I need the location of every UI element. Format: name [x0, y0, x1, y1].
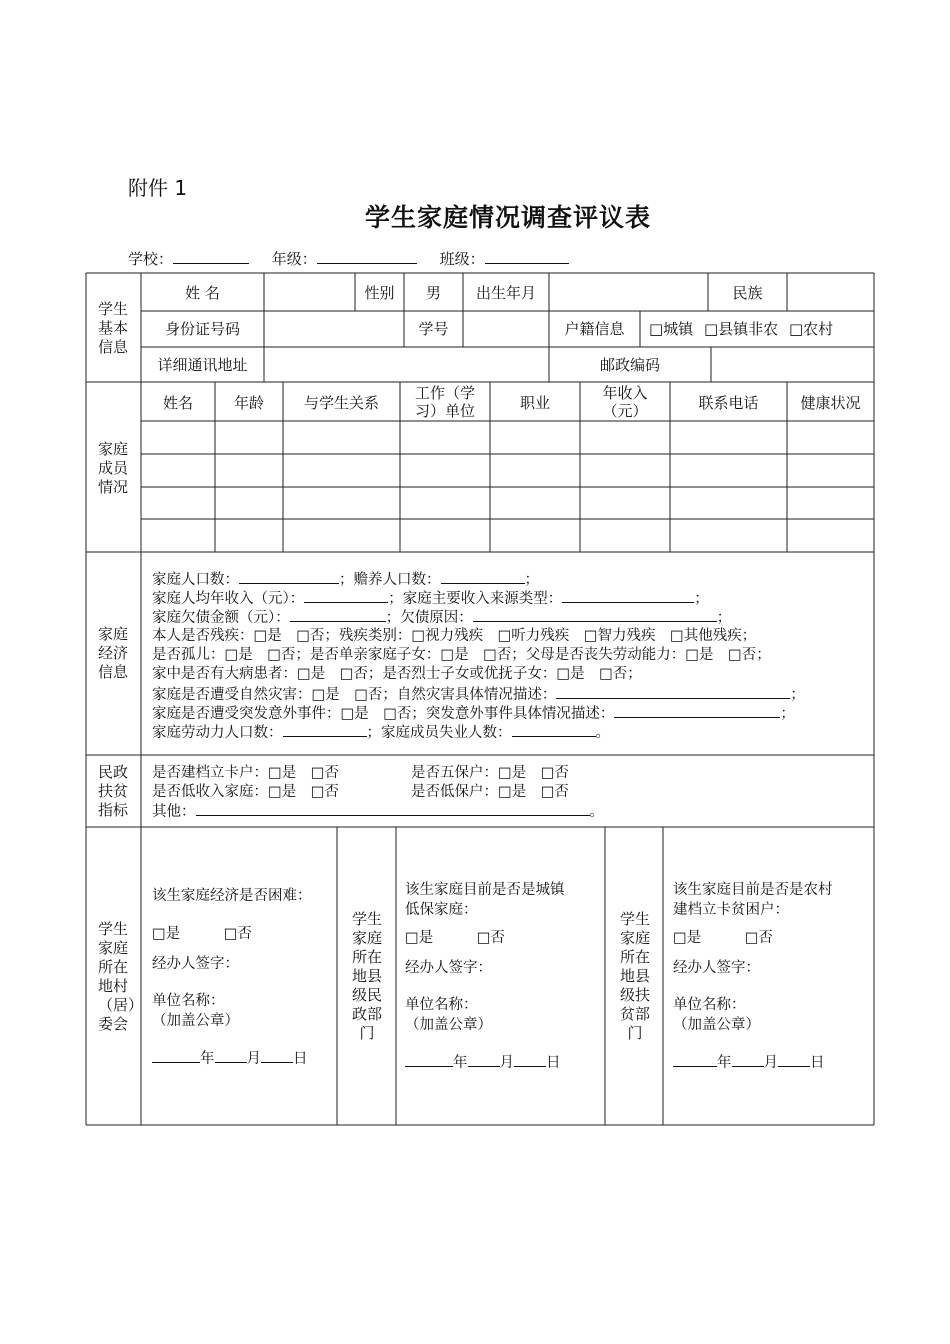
student-no-field[interactable] [464, 312, 548, 346]
income-per-capita-label: 家庭人均年收入（元）： [152, 591, 305, 607]
year-label: 年 [717, 1055, 732, 1071]
poverty-dept-label: 学生家庭所在地县级扶贫部门 [620, 910, 651, 1042]
year-label: 年 [200, 1051, 215, 1067]
household-size-field[interactable] [239, 570, 339, 584]
civil-officer-sign[interactable]: 经办人签字： [405, 960, 492, 976]
econ-line-2 [152, 589, 709, 609]
debt-reason-label: ；欠债原因： [385, 610, 473, 626]
unemployed-label: ；家庭成员失业人数： [366, 725, 512, 741]
col-income: 年收入（元） [602, 384, 648, 420]
month-label: 月 [246, 1051, 261, 1067]
postcode-label: 邮政编码 [599, 356, 660, 374]
section-civil-affairs-label: 民政扶贫指标 [98, 763, 129, 819]
civil-unit-name[interactable]: 单位名称： [405, 997, 478, 1013]
section-family-members-label: 家庭成员情况 [98, 440, 129, 496]
labor-count-label: 家庭劳动力人口数： [152, 725, 283, 741]
disaster-desc-field[interactable] [556, 685, 790, 699]
attachment-label: 附件 1 [128, 176, 188, 200]
class-label: 班级： [439, 250, 485, 268]
col-relation: 与学生关系 [303, 394, 379, 412]
id-label: 身份证号码 [164, 320, 240, 338]
day-label: 日 [546, 1055, 561, 1071]
income-per-capita-field[interactable] [304, 589, 388, 603]
address-label: 详细通讯地址 [157, 356, 248, 374]
econ-line-7 [152, 685, 805, 705]
hukou-town-checkbox[interactable]: □县镇非农 [703, 320, 779, 338]
econ-line-5[interactable]: 是否孤儿：□是 □否；是否单亲家庭子女：□是 □否；父母是否丧失劳动能力：□是 □否； [152, 647, 771, 663]
postcode-field[interactable] [712, 348, 873, 381]
month-label: 月 [499, 1055, 514, 1071]
member-row-1[interactable] [142, 422, 873, 453]
civil-seal: （加盖公章） [405, 1017, 492, 1033]
civil-date[interactable] [405, 1053, 561, 1073]
five-guarantee-question[interactable]: 是否五保户：□是 □否 [411, 765, 569, 781]
household-size-label: 家庭人口数： [152, 572, 239, 588]
village-hardship-question: 该生家庭经济是否困难： [152, 888, 312, 904]
col-name: 姓名 [162, 394, 193, 412]
village-unit-name[interactable]: 单位名称： [152, 993, 225, 1009]
poverty-date[interactable] [673, 1053, 825, 1073]
civil-dibao-question-a: 该生家庭目前是否是城镇 [405, 882, 565, 898]
village-seal: （加盖公章） [152, 1013, 239, 1029]
econ-line-1 [152, 570, 539, 590]
village-date[interactable] [152, 1049, 308, 1069]
section-basic-info-label: 学生基本信息 [98, 300, 129, 356]
income-source-label: ；家庭主要收入来源类型： [388, 591, 563, 607]
punct: ； [790, 687, 805, 703]
accident-question[interactable]: 家庭是否遭受突发意外事件：□是 □否；突发意外事件具体情况描述： [152, 706, 615, 722]
debt-amount-label: 家庭欠债金额（元）： [152, 610, 290, 626]
punct: ； [524, 572, 539, 588]
debt-amount-field[interactable] [290, 608, 386, 622]
hukou-rural-checkbox[interactable]: □农村 [788, 320, 834, 338]
poverty-seal: （加盖公章） [673, 1017, 760, 1033]
col-phone: 联系电话 [698, 394, 759, 412]
low-income-question[interactable]: 是否低收入家庭：□是 □否 [152, 784, 339, 800]
poverty-unit-name[interactable]: 单位名称： [673, 997, 746, 1013]
hukou-options [649, 320, 833, 338]
day-label: 日 [293, 1051, 308, 1067]
punct: ； [694, 591, 709, 607]
member-row-2[interactable] [142, 455, 873, 486]
name-field[interactable] [265, 274, 354, 310]
punct: ； [780, 706, 795, 722]
address-field[interactable] [265, 348, 548, 381]
poverty-question-a: 该生家庭目前是否是农村 [673, 882, 833, 898]
econ-line-6[interactable]: 家中是否有大病患者：□是 □否；是否烈士子女或优抚子女：□是 □否； [152, 666, 642, 682]
income-source-field[interactable] [562, 589, 694, 603]
col-health: 健康状况 [800, 394, 861, 412]
village-yesno[interactable]: □是 □否 [152, 926, 252, 942]
village-committee-label: 学生家庭所在地村（居）委会 [98, 920, 144, 1033]
econ-line-4[interactable]: 本人是否残疾：□是 □否；残疾类别：□视力残疾 □听力残疾 □智力残疾 □其他残疾； [152, 628, 757, 644]
hukou-urban-checkbox[interactable]: □城镇 [649, 320, 694, 338]
student-no-label: 学号 [418, 320, 449, 338]
registered-poor-question[interactable]: 是否建档立卡户：□是 □否 [152, 765, 339, 781]
col-age: 年龄 [233, 394, 264, 412]
labor-count-field[interactable] [283, 723, 367, 737]
disaster-question[interactable]: 家庭是否遭受自然灾害：□是 □否；自然灾害具体情况描述： [152, 687, 557, 703]
dependents-field[interactable] [441, 570, 525, 584]
col-occupation: 职业 [519, 394, 550, 412]
civil-dept-label: 学生家庭所在地县级民政部门 [352, 910, 383, 1042]
school-label: 学校： [128, 250, 174, 268]
poverty-yesno[interactable]: □是 □否 [673, 930, 773, 946]
birth-field[interactable] [550, 274, 707, 310]
poverty-officer-sign[interactable]: 经办人签字： [673, 960, 760, 976]
form-title: 学生家庭情况调查评议表 [364, 203, 651, 232]
col-work-unit: 工作（学习）单位 [414, 384, 475, 420]
grade-label: 年级： [271, 250, 317, 268]
gender-label: 性别 [364, 284, 395, 302]
section-economic-label: 家庭经济信息 [98, 625, 129, 681]
birth-label: 出生年月 [475, 284, 536, 302]
dibao-question[interactable]: 是否低保户：□是 □否 [411, 784, 569, 800]
punct: 。 [595, 725, 610, 741]
name-label: 姓 名 [185, 284, 220, 302]
year-label: 年 [453, 1055, 468, 1071]
econ-line-9 [152, 723, 610, 743]
month-label: 月 [763, 1055, 778, 1071]
ethnic-label: 民族 [732, 284, 763, 302]
poverty-question-b: 建档立卡贫困户： [673, 902, 789, 918]
civil-yesno[interactable]: □是 □否 [405, 930, 505, 946]
ethnic-field[interactable] [788, 274, 873, 310]
member-row-4[interactable] [142, 520, 873, 551]
member-row-3[interactable] [142, 488, 873, 518]
village-officer-sign[interactable]: 经办人签字： [152, 956, 239, 972]
punct: ； [716, 610, 732, 626]
hukou-label: 户籍信息 [564, 320, 625, 338]
other-field[interactable] [196, 802, 590, 816]
gender-value: 男 [425, 284, 441, 302]
accident-desc-field[interactable] [614, 704, 780, 718]
day-label: 日 [810, 1055, 825, 1071]
dependents-label: ；赡养人口数： [339, 572, 441, 588]
punct: 。 [589, 804, 604, 820]
civil-dibao-question-b: 低保家庭： [405, 902, 478, 918]
econ-line-3 [152, 608, 731, 628]
debt-reason-field[interactable] [473, 608, 717, 622]
econ-line-8 [152, 704, 795, 724]
other-label: 其他： [152, 804, 196, 820]
id-field[interactable] [265, 312, 403, 346]
unemployed-field[interactable] [512, 723, 596, 737]
other-line [152, 802, 604, 822]
